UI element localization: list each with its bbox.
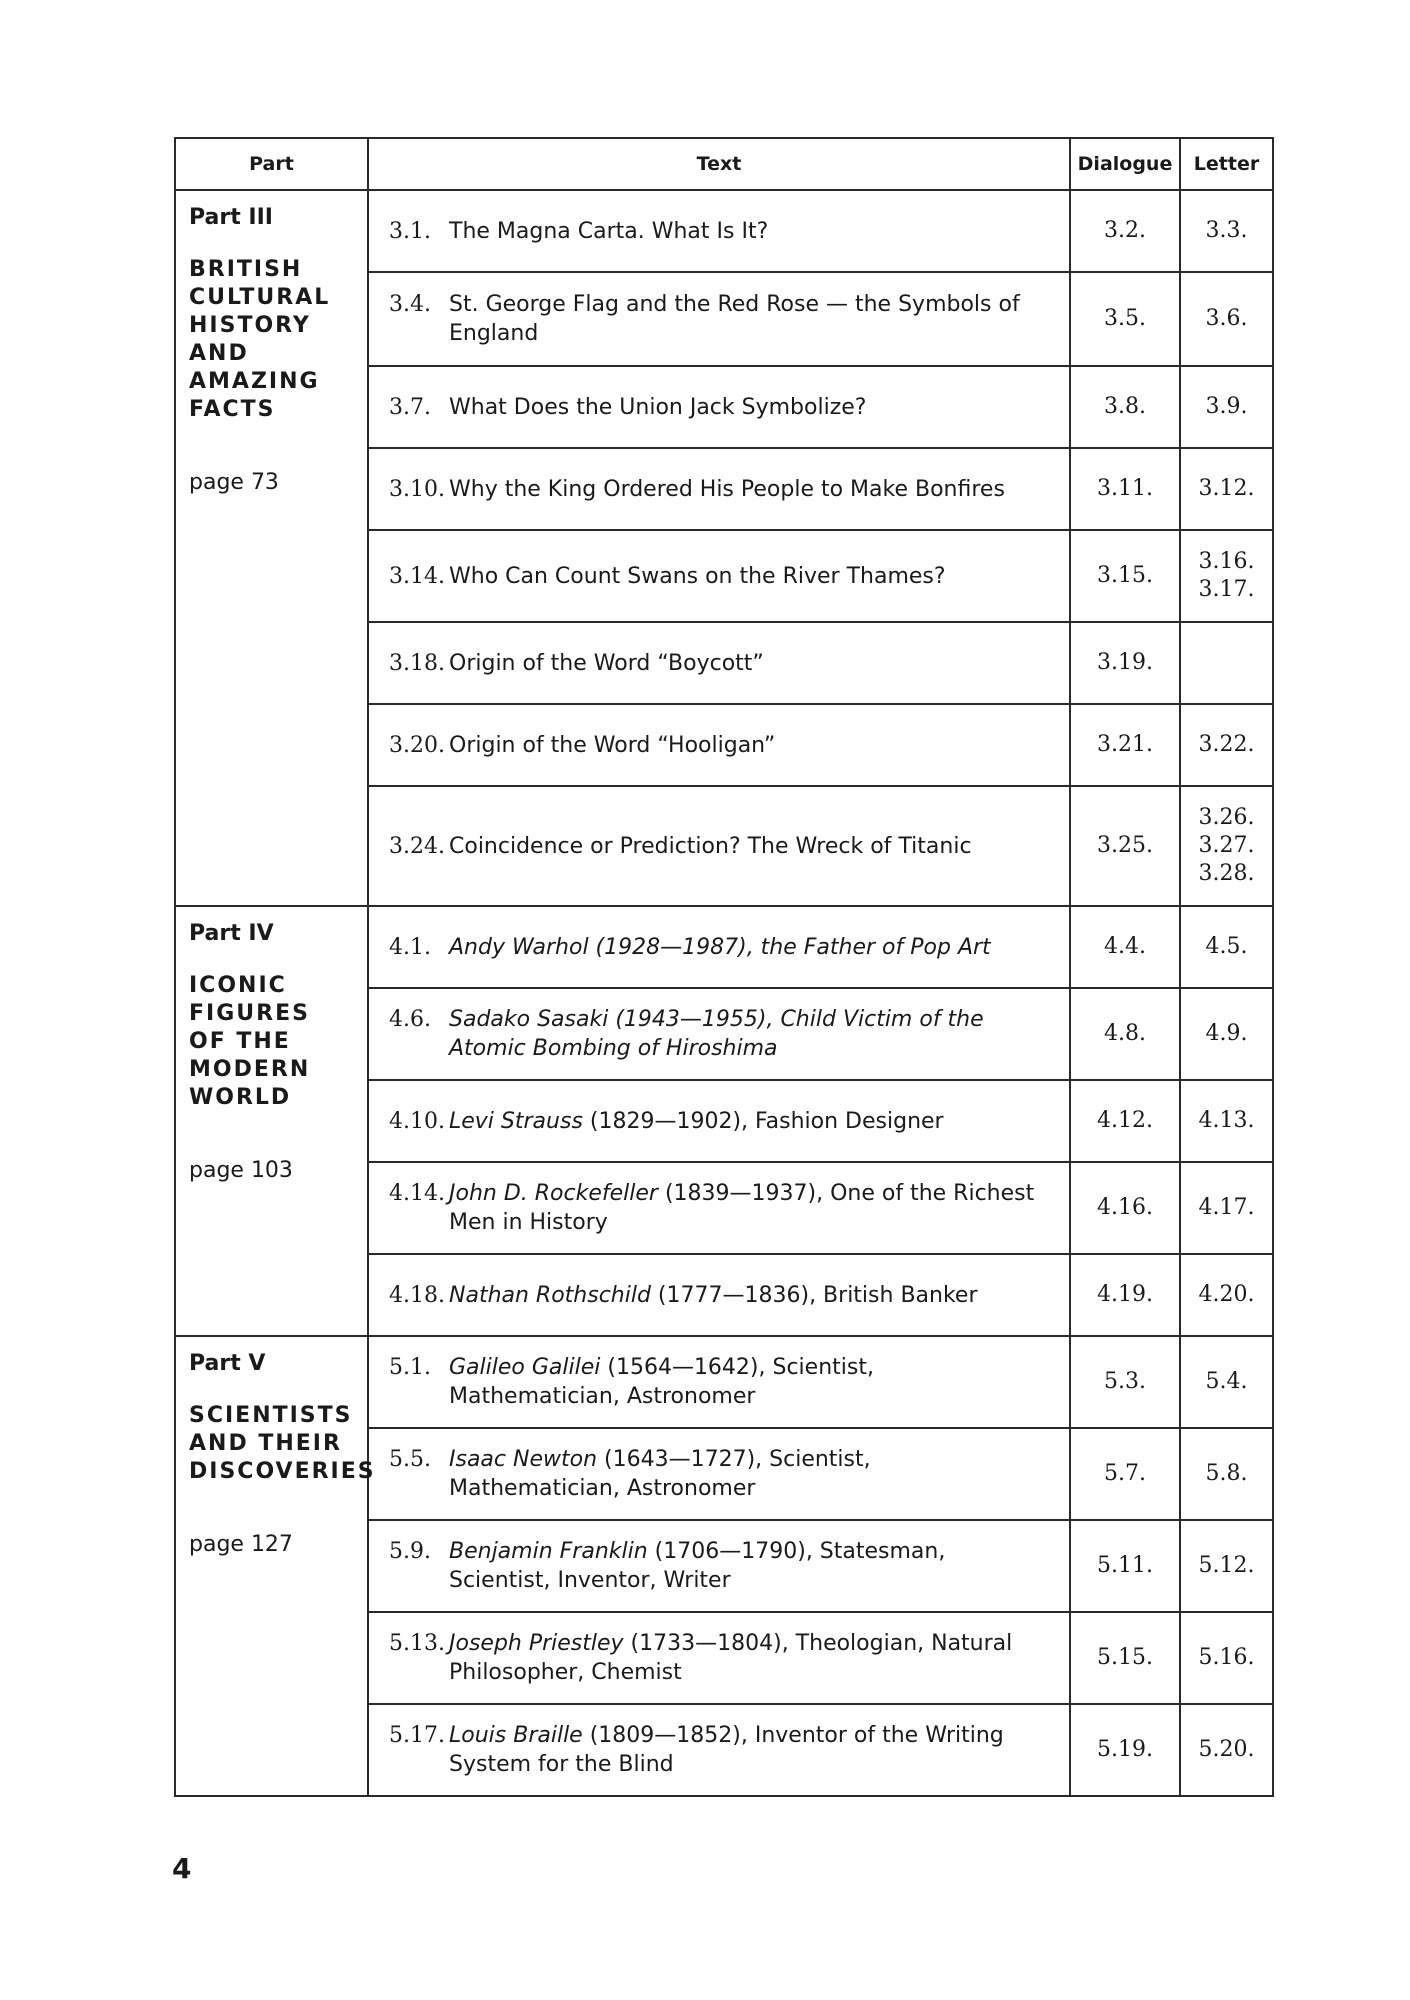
entry-number: 3.14. (389, 563, 445, 589)
entry (389, 475, 1043, 504)
letter-cell (1180, 1254, 1273, 1336)
entry-number: 5.5. (389, 1447, 431, 1472)
letter-number: 3.12. (1198, 476, 1255, 501)
text-cell (368, 1336, 1070, 1428)
entry-title-italic: Nathan Rothschild (449, 1282, 651, 1308)
part-title-line: ICONIC (189, 973, 287, 998)
part-title-line: BRITISH (189, 257, 303, 282)
entry (389, 1353, 1043, 1411)
dialogue-cell: 4.12. (1070, 1080, 1180, 1162)
letter-cell (1180, 988, 1273, 1080)
text-cell (368, 704, 1070, 786)
letter-number: 3.6. (1205, 306, 1248, 331)
header-letter: Letter (1180, 138, 1273, 190)
entry (389, 1629, 1043, 1687)
page-number: 4 (172, 1852, 192, 1885)
letter-number: 3.27. (1198, 833, 1255, 858)
entry-number: 3.18. (389, 650, 445, 676)
letter-cell (1180, 622, 1273, 704)
part-page-ref: page 73 (189, 470, 279, 495)
entry (389, 1537, 1043, 1595)
letter-number: 4.17. (1198, 1195, 1255, 1220)
entry-title-italic: Levi Strauss (449, 1108, 583, 1134)
entry-title (449, 649, 1043, 678)
entry-title (449, 1281, 1043, 1310)
text-cell (368, 530, 1070, 622)
letter-number: 4.9. (1205, 1021, 1248, 1046)
entry-title (449, 475, 1043, 504)
entry-title-italic: John D. Rockefeller (449, 1181, 658, 1206)
dialogue-cell: 4.8. (1070, 988, 1180, 1080)
entry-title (449, 290, 1043, 348)
dialogue-cell: 3.21. (1070, 704, 1180, 786)
entry-title-segment: Who Can Count Swans on the River Thames? (449, 563, 946, 589)
entry-title-segment: (1733—1804), Theologian, Natural Philosopher, Chemist (449, 1631, 1013, 1685)
entry-title-italic: Galileo Galilei (449, 1355, 601, 1380)
dialogue-cell: 4.16. (1070, 1162, 1180, 1254)
entry-title (449, 1445, 1043, 1503)
letter-cell (1180, 272, 1273, 366)
entry-number: 5.13. (389, 1631, 445, 1656)
entry-title (449, 393, 1043, 422)
entry-number: 5.9. (389, 1539, 431, 1564)
entry-title-italic: Andy Warhol (1928—1987), the Father of Pop Art (449, 934, 991, 960)
header-row (175, 138, 1273, 190)
entry-title (449, 1629, 1043, 1687)
entry-title-italic: Benjamin Franklin (449, 1539, 648, 1564)
entry (389, 217, 1043, 246)
letter-cell (1180, 786, 1273, 906)
header-text: Text (368, 138, 1070, 190)
entry-number: 4.1. (389, 934, 431, 960)
letter-cell (1180, 448, 1273, 530)
dialogue-cell: 3.19. (1070, 622, 1180, 704)
entry-title-segment: (1706—1790), Statesman, Scientist, Inventor, Writer (449, 1539, 946, 1593)
text-cell (368, 988, 1070, 1080)
header-dialogue: Dialogue (1070, 138, 1180, 190)
letter-number: 3.9. (1205, 394, 1248, 419)
dialogue-cell: 3.5. (1070, 272, 1180, 366)
dialogue-cell: 5.19. (1070, 1704, 1180, 1796)
text-cell (368, 272, 1070, 366)
letter-number: 3.22. (1198, 732, 1255, 757)
part-title-line: DISCOVERIES (189, 1459, 376, 1484)
text-cell (368, 622, 1070, 704)
entry-title (449, 1353, 1043, 1411)
entry-number: 4.10. (389, 1108, 445, 1134)
text-cell (368, 190, 1070, 272)
text-cell (368, 448, 1070, 530)
text-cell (368, 786, 1070, 906)
part-page-ref: page 103 (189, 1158, 293, 1183)
header-part: Part (175, 138, 368, 190)
entry-number: 3.1. (389, 218, 431, 244)
entry-title-segment: Origin of the Word “Boycott” (449, 650, 764, 676)
letter-cell (1180, 1336, 1273, 1428)
entry-title-segment: What Does the Union Jack Symbolize? (449, 394, 867, 420)
part-title-line: FACTS (189, 397, 276, 422)
part-cell (175, 190, 368, 906)
text-cell (368, 1428, 1070, 1520)
entry (389, 649, 1043, 678)
entry-title-segment: (1777—1836), British Banker (650, 1282, 978, 1308)
entry (389, 1107, 1043, 1136)
dialogue-cell: 3.8. (1070, 366, 1180, 448)
letter-cell (1180, 1612, 1273, 1704)
part-title (189, 972, 357, 1112)
entry (389, 731, 1043, 760)
part-title-line: WORLD (189, 1085, 292, 1110)
part-title-line: HISTORY AND (189, 313, 311, 366)
part-label: Part IV (189, 921, 274, 946)
letter-cell (1180, 366, 1273, 448)
entry-title-italic: Isaac Newton (449, 1447, 598, 1472)
entry-title (449, 1005, 1043, 1063)
entry-number: 3.7. (389, 394, 431, 420)
text-cell (368, 1080, 1070, 1162)
entry-title-segment: (1643—1727), Scientist, Mathematician, Astronomer (449, 1447, 871, 1501)
entry-number: 3.4. (389, 292, 431, 317)
part-title (189, 256, 357, 424)
part-title-line: CULTURAL (189, 285, 331, 310)
part-label: Part III (189, 205, 273, 230)
entry-number: 3.20. (389, 732, 445, 758)
part-title-line: OF THE (189, 1029, 291, 1054)
entry-title-segment: St. George Flag and the Red Rose — the Symbols of England (449, 292, 1020, 346)
entry (389, 1445, 1043, 1503)
dialogue-cell: 3.2. (1070, 190, 1180, 272)
table-row (175, 1336, 1273, 1428)
entry-title-segment: (1829—1902), Fashion Designer (582, 1108, 944, 1134)
entry (389, 290, 1043, 348)
letter-number: 3.17. (1198, 577, 1255, 602)
letter-number: 3.16. (1198, 549, 1255, 574)
entry-number: 4.18. (389, 1282, 445, 1308)
entry-title (449, 1721, 1043, 1779)
letter-number: 5.16. (1198, 1645, 1255, 1670)
text-cell (368, 1162, 1070, 1254)
letter-number: 5.12. (1198, 1553, 1255, 1578)
entry-number: 4.6. (389, 1007, 431, 1032)
text-cell (368, 1254, 1070, 1336)
entry-title-segment: (1564—1642), Scientist, Mathematician, Astronomer (449, 1355, 874, 1409)
entry-number: 5.17. (389, 1723, 445, 1748)
letter-cell (1180, 1428, 1273, 1520)
letter-cell (1180, 530, 1273, 622)
text-cell (368, 1520, 1070, 1612)
letter-number: 4.20. (1198, 1282, 1255, 1307)
text-cell (368, 366, 1070, 448)
letter-number: 5.4. (1205, 1369, 1248, 1394)
letter-cell (1180, 190, 1273, 272)
entry-title (449, 1179, 1043, 1237)
entry-number: 3.10. (389, 476, 445, 502)
entry-title-italic: Louis Braille (449, 1723, 583, 1748)
dialogue-cell: 3.25. (1070, 786, 1180, 906)
entry (389, 1179, 1043, 1237)
entry-title (449, 832, 1043, 861)
entry-title-segment: (1809—1852), Inventor of the Writing System for the Blind (449, 1723, 1004, 1777)
letter-number: 4.5. (1205, 934, 1248, 959)
dialogue-cell: 4.4. (1070, 906, 1180, 988)
part-cell (175, 906, 368, 1336)
dialogue-cell: 3.11. (1070, 448, 1180, 530)
letter-cell (1180, 1080, 1273, 1162)
letter-cell (1180, 906, 1273, 988)
part-title-line: SCIENTISTS (189, 1403, 353, 1428)
part-title-line: FIGURES (189, 1001, 310, 1026)
part-title (189, 1402, 376, 1486)
entry (389, 1005, 1043, 1063)
entry (389, 933, 1043, 962)
letter-number: 5.8. (1205, 1461, 1248, 1486)
part-label: Part V (189, 1351, 266, 1376)
text-cell (368, 1704, 1070, 1796)
entry-title (449, 933, 1043, 962)
entry-title-segment: Origin of the Word “Hooligan” (449, 732, 776, 758)
entry-number: 5.1. (389, 1355, 431, 1380)
letter-number: 4.13. (1198, 1108, 1255, 1133)
letter-cell (1180, 1704, 1273, 1796)
dialogue-cell: 4.19. (1070, 1254, 1180, 1336)
entry-title (449, 1537, 1043, 1595)
part-page-ref: page 127 (189, 1532, 293, 1557)
entry (389, 1281, 1043, 1310)
contents-table (174, 137, 1274, 1797)
entry-title-segment: The Magna Carta. What Is It? (449, 218, 769, 244)
part-title-line: MODERN (189, 1057, 311, 1082)
letter-cell (1180, 1162, 1273, 1254)
entry (389, 562, 1043, 591)
part-title-line: AMAZING (189, 369, 320, 394)
entry-number: 3.24. (389, 833, 445, 859)
entry-number: 4.14. (389, 1181, 445, 1206)
entry-title-segment: Coincidence or Prediction? The Wreck of Titanic (449, 833, 972, 859)
letter-number: 3.3. (1205, 218, 1248, 243)
entry (389, 832, 1043, 861)
letter-number: 5.20. (1198, 1737, 1255, 1762)
text-cell (368, 906, 1070, 988)
entry-title-segment: Why the King Ordered His People to Make Bonfires (449, 476, 1005, 502)
entry-title (449, 731, 1043, 760)
letter-number: 3.26. (1198, 805, 1255, 830)
table-row (175, 190, 1273, 272)
letter-cell (1180, 1520, 1273, 1612)
entry-title (449, 562, 1043, 591)
dialogue-cell: 5.15. (1070, 1612, 1180, 1704)
letter-number: 3.28. (1198, 861, 1255, 886)
entry-title (449, 1107, 1043, 1136)
entry (389, 1721, 1043, 1779)
table-row (175, 906, 1273, 988)
dialogue-cell: 3.15. (1070, 530, 1180, 622)
entry (389, 393, 1043, 422)
entry-title (449, 217, 1043, 246)
dialogue-cell: 5.7. (1070, 1428, 1180, 1520)
part-cell (175, 1336, 376, 1796)
part-title-line: AND THEIR (189, 1431, 342, 1456)
letter-cell (1180, 704, 1273, 786)
entry-title-italic: Sadako Sasaki (1943—1955), Child Victim of the Atomic Bombing of Hiroshima (449, 1007, 984, 1061)
dialogue-cell: 5.11. (1070, 1520, 1180, 1612)
entry-title-italic: Joseph Priestley (449, 1631, 624, 1656)
text-cell (368, 1612, 1070, 1704)
entry-title-segment: (1839—1937), One of the Richest Men in History (449, 1181, 1035, 1235)
dialogue-cell: 5.3. (1070, 1336, 1180, 1428)
